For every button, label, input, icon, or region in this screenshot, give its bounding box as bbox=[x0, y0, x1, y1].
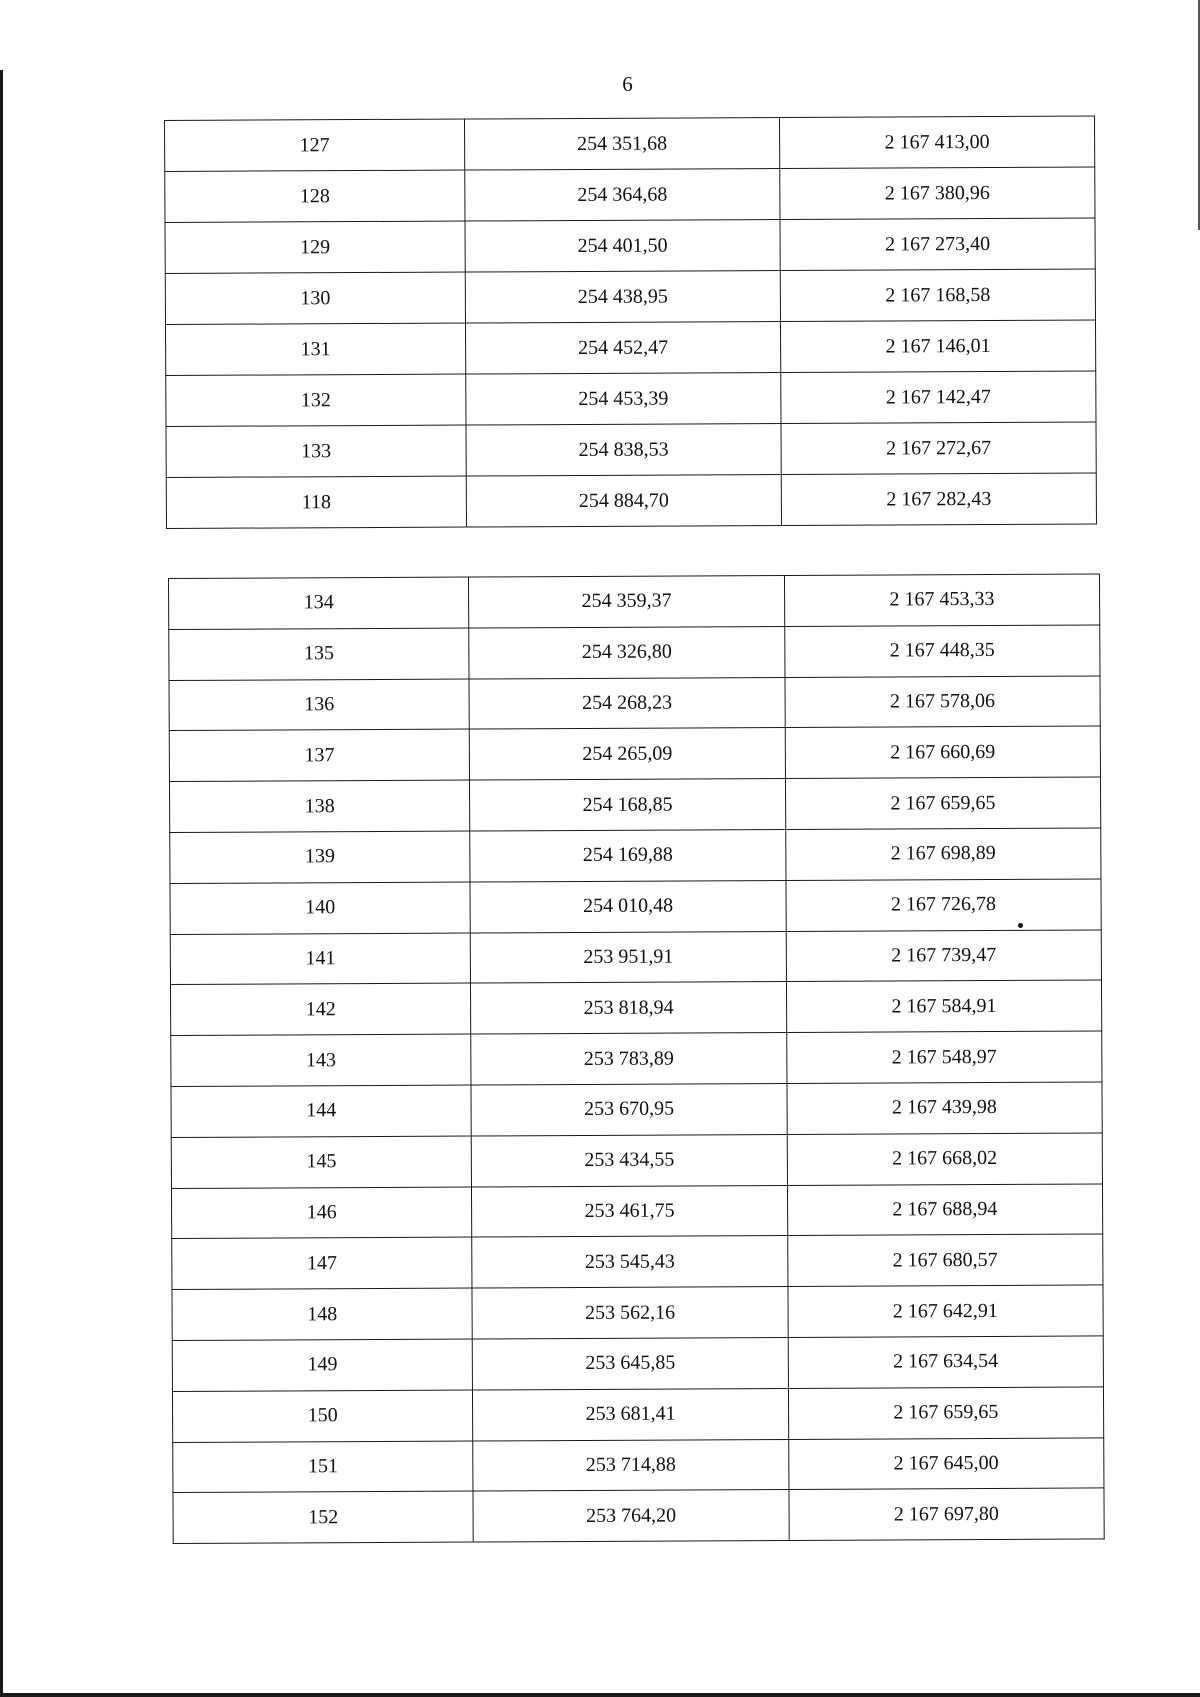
table-row bbox=[165, 320, 1095, 376]
table-row bbox=[170, 980, 1101, 1035]
x-coordinate-cell: 253 545,43 bbox=[472, 1236, 788, 1288]
point-number-cell: 138 bbox=[169, 780, 470, 832]
x-coordinate-cell: 253 670,95 bbox=[471, 1083, 787, 1135]
point-number-cell: 149 bbox=[172, 1339, 473, 1391]
y-coordinate-cell: 2 167 697,80 bbox=[789, 1488, 1105, 1540]
y-coordinate-cell: 2 167 698,89 bbox=[785, 828, 1101, 880]
coordinates-table-1 bbox=[164, 115, 1097, 529]
point-number-cell: 150 bbox=[172, 1390, 473, 1442]
x-coordinate-cell: 254 453,39 bbox=[466, 372, 781, 425]
point-number-cell: 141 bbox=[170, 933, 471, 985]
x-coordinate-cell: 254 438,95 bbox=[465, 270, 780, 323]
y-coordinate-cell: 2 167 726,78 bbox=[786, 879, 1102, 931]
table-row bbox=[166, 473, 1096, 529]
x-coordinate-cell: 253 562,16 bbox=[472, 1287, 788, 1339]
table-row bbox=[165, 218, 1095, 274]
y-coordinate-cell: 2 167 645,00 bbox=[788, 1437, 1104, 1489]
point-number-cell: 131 bbox=[165, 323, 465, 375]
point-number-cell: 135 bbox=[169, 628, 470, 680]
table-row bbox=[169, 726, 1100, 781]
table-row bbox=[166, 422, 1096, 478]
point-number-cell: 146 bbox=[171, 1187, 472, 1239]
y-coordinate-cell: 2 167 688,94 bbox=[787, 1184, 1103, 1236]
x-coordinate-cell: 253 461,75 bbox=[472, 1185, 788, 1237]
point-number-cell: 129 bbox=[165, 221, 465, 273]
x-coordinate-cell: 253 818,94 bbox=[471, 982, 787, 1034]
x-coordinate-cell: 254 351,68 bbox=[464, 117, 779, 170]
point-number-cell: 118 bbox=[166, 476, 466, 528]
table-row bbox=[173, 1437, 1104, 1492]
x-coordinate-cell: 254 359,37 bbox=[469, 575, 785, 627]
y-coordinate-cell: 2 167 634,54 bbox=[788, 1336, 1104, 1388]
table-row bbox=[172, 1336, 1103, 1391]
x-coordinate-cell: 254 265,09 bbox=[470, 728, 786, 780]
x-coordinate-cell: 254 364,68 bbox=[465, 168, 780, 221]
table-row bbox=[169, 676, 1100, 731]
point-number-cell: 137 bbox=[169, 729, 470, 781]
scan-edge-bottom bbox=[0, 1693, 1200, 1697]
point-number-cell: 151 bbox=[173, 1441, 474, 1493]
point-number-cell: 148 bbox=[172, 1288, 473, 1340]
table-row bbox=[171, 1082, 1102, 1137]
table-row bbox=[170, 828, 1101, 883]
x-coordinate-cell: 253 764,20 bbox=[473, 1490, 789, 1542]
table-row bbox=[170, 930, 1101, 985]
x-coordinate-cell: 253 434,55 bbox=[472, 1134, 788, 1186]
y-coordinate-cell: 2 167 659,65 bbox=[788, 1387, 1104, 1439]
x-coordinate-cell: 254 010,48 bbox=[470, 880, 786, 932]
table-row bbox=[166, 371, 1096, 427]
point-number-cell: 136 bbox=[169, 679, 470, 731]
x-coordinate-cell: 253 681,41 bbox=[473, 1388, 789, 1440]
y-coordinate-cell: 2 167 413,00 bbox=[779, 116, 1094, 169]
y-coordinate-cell: 2 167 659,65 bbox=[785, 777, 1101, 829]
y-coordinate-cell: 2 167 272,67 bbox=[781, 422, 1096, 475]
point-number-cell: 132 bbox=[166, 374, 466, 426]
x-coordinate-cell: 253 783,89 bbox=[471, 1033, 787, 1085]
scan-speck bbox=[1018, 923, 1023, 928]
x-coordinate-cell: 253 714,88 bbox=[473, 1439, 789, 1491]
point-number-cell: 134 bbox=[169, 577, 470, 629]
table-row bbox=[165, 116, 1095, 172]
x-coordinate-cell: 254 401,50 bbox=[465, 219, 780, 272]
point-number-cell: 143 bbox=[171, 1034, 472, 1086]
x-coordinate-cell: 253 645,85 bbox=[473, 1337, 789, 1389]
y-coordinate-cell: 2 167 439,98 bbox=[787, 1082, 1103, 1134]
y-coordinate-cell: 2 167 660,69 bbox=[785, 726, 1101, 778]
table-row bbox=[172, 1387, 1103, 1442]
point-number-cell: 145 bbox=[171, 1136, 472, 1188]
x-coordinate-cell: 254 452,47 bbox=[465, 321, 780, 374]
point-number-cell: 147 bbox=[172, 1237, 473, 1289]
coordinates-table-2 bbox=[168, 573, 1105, 1544]
table-row bbox=[172, 1234, 1103, 1289]
point-number-cell: 127 bbox=[165, 119, 465, 171]
y-coordinate-cell: 2 167 642,91 bbox=[788, 1285, 1104, 1337]
y-coordinate-cell: 2 167 453,33 bbox=[784, 574, 1100, 626]
page-number: 6 bbox=[622, 72, 633, 96]
scan-edge-left bbox=[0, 70, 3, 1697]
point-number-cell: 140 bbox=[170, 882, 471, 934]
x-coordinate-cell: 253 951,91 bbox=[471, 931, 787, 983]
table-row bbox=[169, 777, 1100, 832]
table-row bbox=[165, 269, 1095, 325]
table-row bbox=[171, 1133, 1102, 1188]
y-coordinate-cell: 2 167 142,47 bbox=[781, 371, 1096, 424]
y-coordinate-cell: 2 167 578,06 bbox=[785, 676, 1101, 728]
table-row bbox=[170, 879, 1101, 934]
y-coordinate-cell: 2 167 584,91 bbox=[786, 980, 1102, 1032]
point-number-cell: 128 bbox=[165, 170, 465, 222]
point-number-cell: 139 bbox=[170, 831, 471, 883]
table-row bbox=[171, 1031, 1102, 1086]
table-row bbox=[169, 574, 1100, 629]
point-number-cell: 130 bbox=[165, 272, 465, 324]
point-number-cell: 133 bbox=[166, 425, 466, 477]
point-number-cell: 142 bbox=[170, 983, 471, 1035]
table-row bbox=[173, 1488, 1104, 1543]
table-row bbox=[169, 625, 1100, 680]
table-row bbox=[172, 1285, 1103, 1340]
y-coordinate-cell: 2 167 273,40 bbox=[780, 218, 1095, 271]
x-coordinate-cell: 254 326,80 bbox=[469, 626, 785, 678]
y-coordinate-cell: 2 167 146,01 bbox=[780, 320, 1095, 373]
x-coordinate-cell: 254 268,23 bbox=[469, 677, 785, 729]
y-coordinate-cell: 2 167 739,47 bbox=[786, 930, 1102, 982]
y-coordinate-cell: 2 167 168,58 bbox=[780, 269, 1095, 322]
x-coordinate-cell: 254 838,53 bbox=[466, 423, 781, 476]
y-coordinate-cell: 2 167 548,97 bbox=[786, 1031, 1102, 1083]
point-number-cell: 144 bbox=[171, 1085, 472, 1137]
y-coordinate-cell: 2 167 380,96 bbox=[780, 167, 1095, 220]
x-coordinate-cell: 254 168,85 bbox=[470, 779, 786, 831]
y-coordinate-cell: 2 167 448,35 bbox=[784, 625, 1100, 677]
x-coordinate-cell: 254 169,88 bbox=[470, 829, 786, 881]
table-row bbox=[165, 167, 1095, 223]
y-coordinate-cell: 2 167 668,02 bbox=[787, 1133, 1103, 1185]
x-coordinate-cell: 254 884,70 bbox=[466, 474, 781, 527]
point-number-cell: 152 bbox=[173, 1491, 474, 1543]
table-row bbox=[171, 1184, 1102, 1239]
y-coordinate-cell: 2 167 680,57 bbox=[787, 1234, 1103, 1286]
y-coordinate-cell: 2 167 282,43 bbox=[781, 473, 1096, 526]
